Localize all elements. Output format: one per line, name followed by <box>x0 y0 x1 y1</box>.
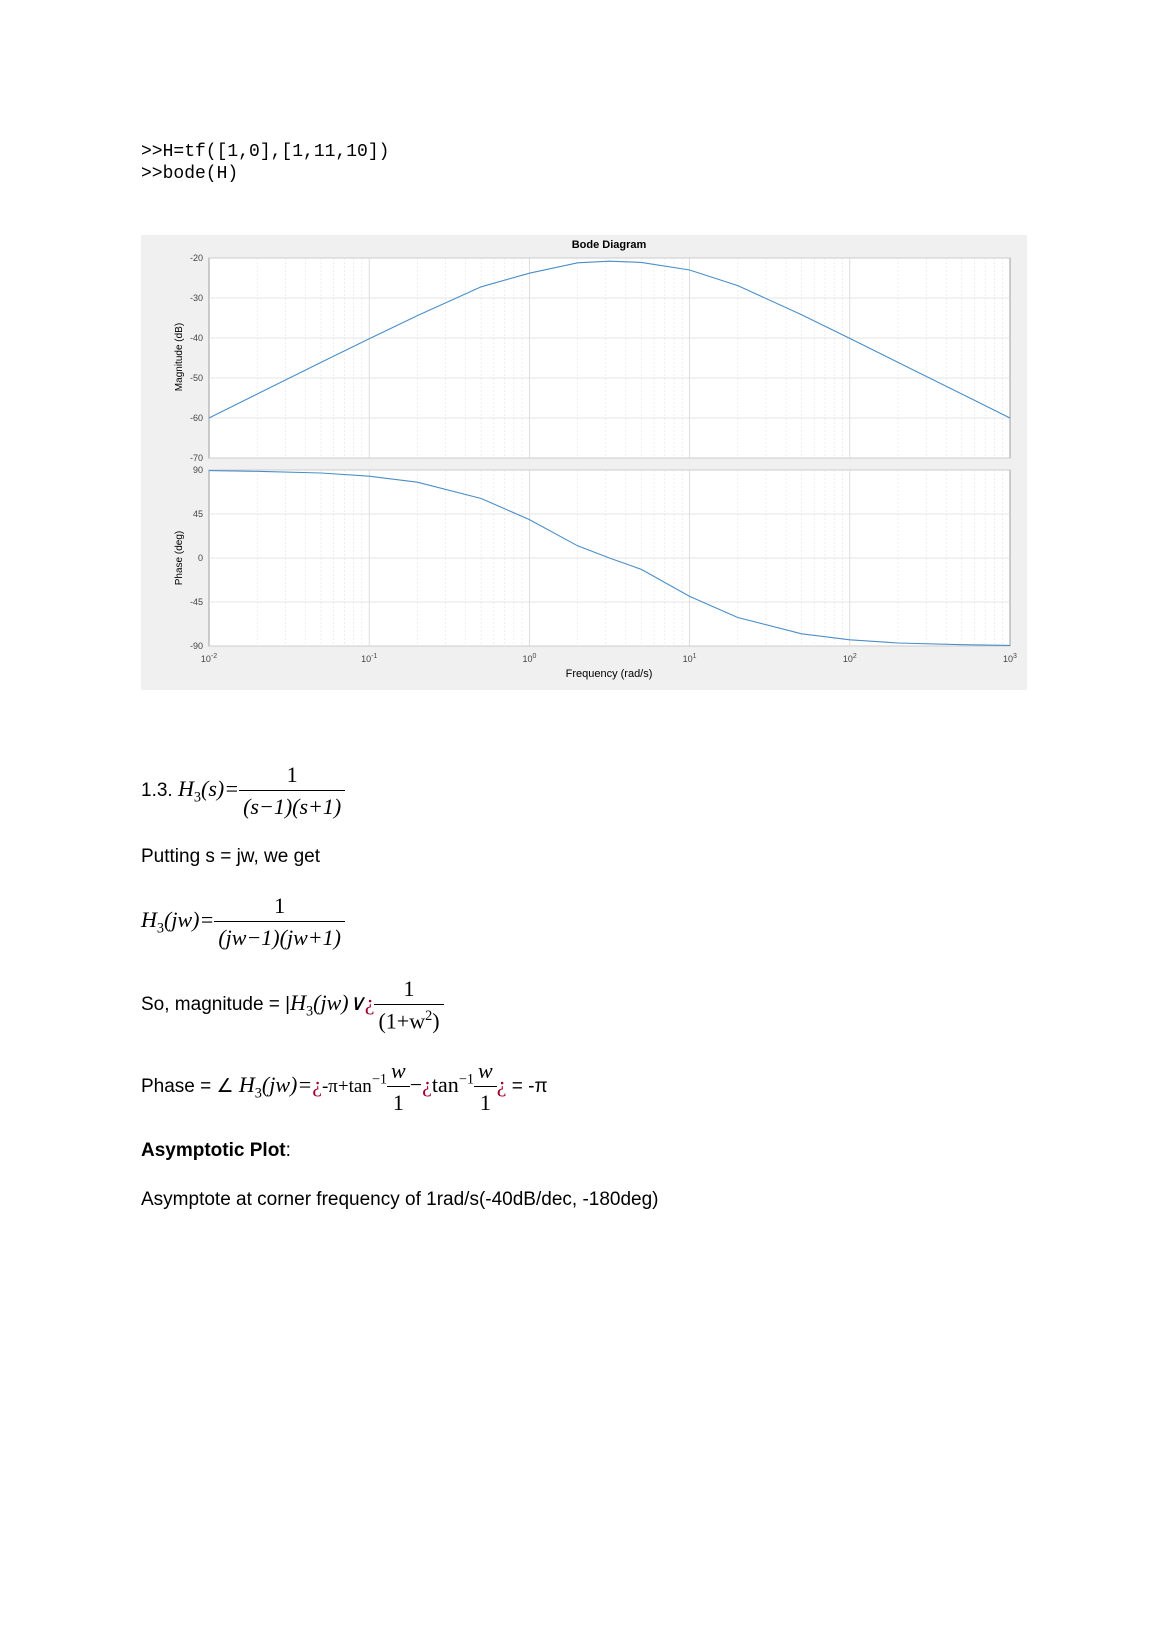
phase-inverted-question-2: ¿ <box>422 1072 432 1098</box>
equation-1-subscript: 3 <box>193 789 202 806</box>
equation-2-argument: (jw)= <box>164 907 215 933</box>
phase-inverted-question-1: ¿ <box>312 1072 322 1098</box>
phase-argument: (jw)= <box>261 1072 313 1098</box>
phase-equation <box>141 1058 548 1116</box>
phase-frac-1-den: 1 <box>392 1090 404 1115</box>
magnitude-prefix: So, magnitude = | <box>141 994 291 1016</box>
phase-ytick-label: 45 <box>192 509 203 519</box>
phase-lhs: H <box>238 1072 255 1098</box>
code-line-1: >>H=tf([1,0],[1,11,10]) <box>141 142 390 162</box>
equation-2-lhs: H <box>141 907 157 933</box>
phase-frac-1-num: w <box>387 1058 410 1087</box>
magnitude-ytick-label: -20 <box>189 253 203 263</box>
asymptotic-heading-colon: : <box>285 1140 291 1161</box>
phase-prefix: Phase = ∠ <box>141 1076 234 1098</box>
asymptotic-heading <box>141 1140 291 1162</box>
magnitude-ytick-label: -70 <box>189 453 203 463</box>
phase-inverted-question-3: ¿ <box>496 1072 507 1098</box>
magnitude-ylabel: Magnitude (dB) <box>174 322 185 392</box>
asymptote-description: Asymptote at corner frequency of 1rad/s(-40dB/dec, -180deg) <box>141 1189 659 1210</box>
x-tick-label: $10^{-2}$ <box>200 653 218 664</box>
equation-1-numerator: 1 <box>239 762 345 791</box>
putting-text: Putting s = jw, we get <box>141 846 321 867</box>
phase-frac-2-num: w <box>474 1058 497 1087</box>
equation-2-denominator: (jw−1)(jw+1) <box>218 925 341 950</box>
magnitude-lhs: H <box>290 990 307 1016</box>
matlab-code <box>141 141 389 185</box>
phase-mid: -π+tan <box>321 1076 372 1098</box>
equation-2 <box>141 893 345 951</box>
magnitude-denominator-b: ) <box>432 1008 440 1034</box>
phase-ytick-label: -45 <box>189 597 203 607</box>
phase-ytick-label: -90 <box>189 641 203 651</box>
bode-diagram-chart <box>141 235 1027 690</box>
equation-1-argument: (s)= <box>201 776 240 802</box>
phase-ytick-label: 0 <box>197 553 203 563</box>
equation-1-denominator: (s−1)(s+1) <box>243 794 342 819</box>
magnitude-subscript: 3 <box>306 1003 314 1020</box>
x-tick-label: $10^1$ <box>682 653 697 664</box>
magnitude-argument: (jw)∨ <box>313 990 365 1016</box>
phase-minus: − <box>409 1072 423 1098</box>
x-tick-label: $10^3$ <box>1003 653 1017 664</box>
bode-figure <box>141 235 1027 690</box>
magnitude-ytick-label: -60 <box>189 413 203 423</box>
equation-1 <box>141 762 345 820</box>
phase-sup-2: −1 <box>458 1071 475 1088</box>
code-line-2: >>bode(H) <box>141 164 239 184</box>
phase-result: = -π <box>506 1076 548 1098</box>
phase-ylabel: Phase (deg) <box>174 530 185 586</box>
phase-subscript: 3 <box>254 1085 262 1102</box>
chart-xlabel: Frequency (rad/s) <box>565 668 653 680</box>
magnitude-numerator: 1 <box>374 976 443 1005</box>
chart-title: Bode Diagram <box>571 239 647 251</box>
phase-frac-2-den: 1 <box>479 1090 491 1115</box>
x-tick-label: $10^0$ <box>522 653 537 664</box>
magnitude-ytick-label: -40 <box>189 333 203 343</box>
phase-ytick-label: 90 <box>192 465 203 475</box>
magnitude-denominator-a: (1+w <box>378 1008 426 1034</box>
x-tick-label: $10^2$ <box>842 653 857 664</box>
phase-sup-1: −1 <box>371 1071 388 1088</box>
magnitude-ytick-label: -50 <box>189 373 203 383</box>
equation-1-label: 1.3. <box>141 780 173 802</box>
x-tick-label: $10^{-1}$ <box>361 653 378 664</box>
phase-tan-2: tan <box>431 1072 459 1098</box>
asymptotic-heading-text: Asymptotic Plot <box>141 1140 286 1161</box>
magnitude-inverted-question: ¿ <box>364 990 375 1016</box>
equation-2-subscript: 3 <box>156 920 165 937</box>
equation-2-numerator: 1 <box>214 893 345 922</box>
magnitude-ytick-label: -30 <box>189 293 203 303</box>
equation-1-lhs: H <box>177 776 194 802</box>
magnitude-denominator-sup: 2 <box>425 1008 433 1024</box>
magnitude-equation <box>141 976 444 1034</box>
